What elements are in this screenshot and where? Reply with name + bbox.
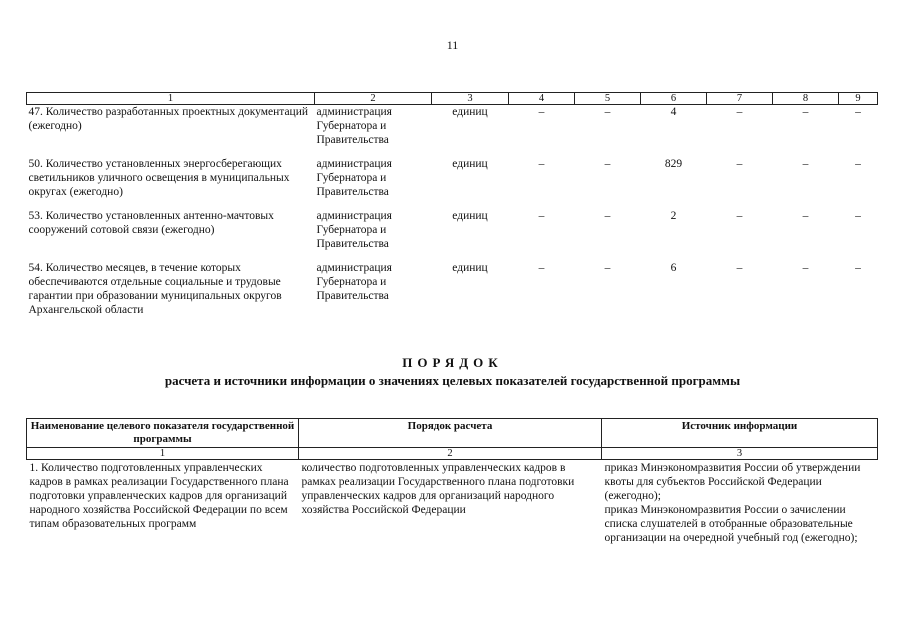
indicator-value: 829 (664, 158, 683, 170)
column-number: 1 (27, 93, 315, 105)
indicator-unit: единиц (452, 106, 488, 118)
indicator-value: – (736, 158, 743, 170)
indicator-value: – (604, 106, 611, 118)
column-number-row (27, 93, 878, 105)
column-number: 3 (602, 448, 878, 460)
indicator-executor: администрация Губернатора и Правительства (316, 210, 392, 250)
column-number: 7 (707, 93, 773, 105)
column-header-calc: Порядок расчета (299, 419, 602, 448)
section-subtitle: расчета и источники информации о значениях целевых показателей государственной программы (164, 373, 741, 388)
indicator-value: – (538, 158, 545, 170)
indicator-value: – (538, 106, 545, 118)
indicator-value: – (538, 210, 545, 222)
indicator-value: – (802, 106, 809, 118)
calculation-method: количество подготовленных управленческих кадров в рамках реализации Государственного плана подготовки управленческих кадров для организаций народного хозяйства Российской Федерации (301, 462, 575, 516)
indicator-value: – (855, 106, 861, 118)
indicator-value: – (604, 158, 611, 170)
indicator-value: – (855, 262, 861, 274)
indicator-name: 54. Количество месяцев, в течение которых обеспечиваются отдельные социальные и трудовые гарантии при образовании муниципальных округов Архангельской области (28, 262, 282, 316)
indicator-value: – (736, 210, 743, 222)
column-number: 1 (27, 448, 299, 460)
indicator-value: – (604, 262, 611, 274)
header-row (27, 419, 878, 448)
indicator-name: 1. Количество подготовленных управленческих кадров в рамках реализации Государственного плана подготовки управленческих кадров для организаций народного хозяйства Российской Федерации по всем типам образовательных программ (29, 462, 289, 530)
indicator-value: – (736, 106, 743, 118)
indicator-value: – (736, 262, 743, 274)
section-title: ПОРЯДОК (402, 355, 503, 370)
indicator-value: – (538, 262, 545, 274)
indicators-table (26, 92, 878, 317)
indicator-value: – (802, 158, 809, 170)
indicator-value: – (802, 210, 809, 222)
column-number: 8 (773, 93, 839, 105)
source-item: приказ Минэкономразвития России о зачислении списка слушателей в отобранные образовательные организации на очередной учебный год (ежегодно); (604, 504, 858, 544)
indicator-executor: администрация Губернатора и Правительства (316, 106, 392, 146)
page-number: 11 (446, 38, 459, 52)
indicator-value: – (604, 210, 611, 222)
table-row (27, 105, 878, 148)
column-number: 4 (509, 93, 575, 105)
column-number: 6 (641, 93, 707, 105)
column-number: 2 (315, 93, 432, 105)
indicator-value: 6 (670, 262, 677, 274)
indicator-value: 4 (670, 106, 677, 118)
column-header-name: Наименование целевого показателя государственной программы (27, 419, 299, 448)
information-source (602, 460, 878, 547)
indicator-name: 50. Количество установленных энергосберегающих светильников уличного освещения в муниципальных округах (ежегодно) (28, 158, 290, 198)
indicator-executor: администрация Губернатора и Правительства (316, 262, 392, 302)
indicator-value: – (855, 158, 861, 170)
column-number: 2 (299, 448, 602, 460)
column-number: 5 (575, 93, 641, 105)
source-item: приказ Минэкономразвития России об утверждении квоты для субъектов Российской Федерации (ежегодно); (604, 462, 861, 502)
column-header-source: Источник информации (602, 419, 878, 448)
indicator-unit: единиц (452, 210, 488, 222)
indicator-name: 53. Количество установленных антенно-мачтовых сооружений сотовой связи (ежегодно) (28, 210, 274, 236)
indicator-executor: администрация Губернатора и Правительства (316, 158, 392, 198)
table-row (27, 209, 878, 251)
column-number-row (27, 448, 878, 460)
indicator-value: – (855, 210, 861, 222)
indicator-unit: единиц (452, 262, 488, 274)
table-row (27, 261, 878, 317)
calculation-table (26, 418, 878, 546)
table-row (27, 157, 878, 199)
indicator-value: – (802, 262, 809, 274)
indicator-name: 47. Количество разработанных проектных документаций (ежегодно) (28, 106, 309, 132)
column-number: 3 (432, 93, 509, 105)
indicator-value: 2 (670, 210, 677, 222)
table-row (27, 460, 878, 547)
indicator-unit: единиц (452, 158, 488, 170)
column-number: 9 (839, 93, 878, 105)
